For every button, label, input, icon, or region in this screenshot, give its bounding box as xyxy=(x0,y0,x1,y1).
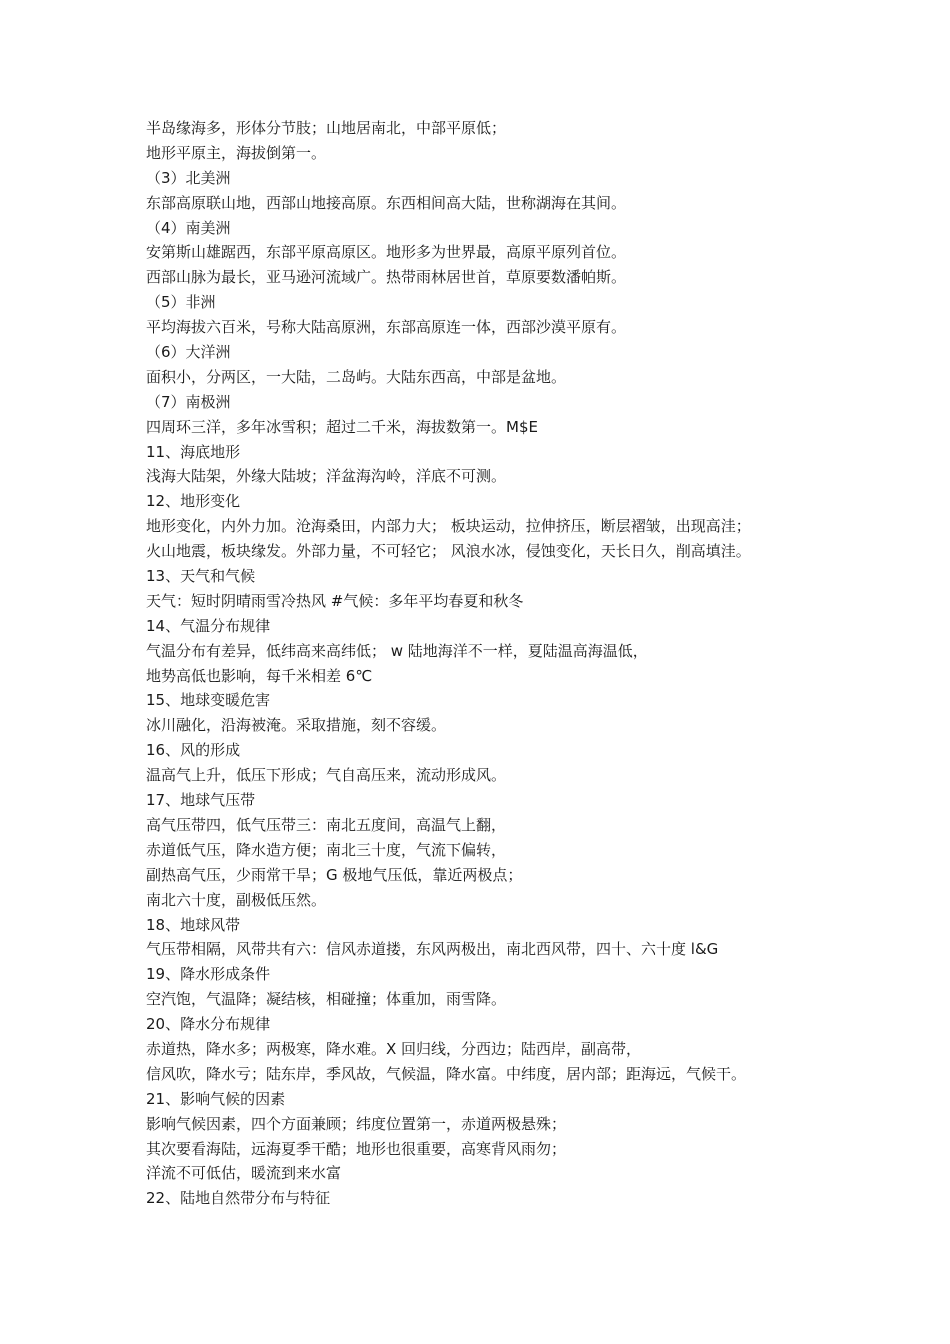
text-line: 安第斯山雄踞西，东部平原高原区。地形多为世界最，高原平原列首位。 xyxy=(146,243,627,262)
text-line: 四周环三洋，多年冰雪积；超过二千米，海拔数第一。M$E xyxy=(146,417,538,436)
section-heading: 14、气温分布规律 xyxy=(146,616,271,635)
text-line: 洋流不可低估，暖流到来水富 xyxy=(146,1164,342,1183)
text-line: 冰川融化，沿海被淹。采取措施，刻不容缓。 xyxy=(146,716,447,735)
document-body xyxy=(146,116,846,1211)
section-heading: 18、地球风带 xyxy=(146,915,241,934)
section-heading: 16、风的形成 xyxy=(146,741,241,760)
text-line: 赤道低气压，降水造方便；南北三十度，气流下偏转， xyxy=(146,840,507,859)
text-line: 地势高低也影响，每千米相差 6℃ xyxy=(146,666,373,685)
section-heading: 21、影响气候的因素 xyxy=(146,1089,286,1108)
text-line: 东部高原联山地，西部山地接高原。东西相间高大陆，世称湖海在其间。 xyxy=(146,193,627,212)
text-line: 浅海大陆架，外缘大陆坡；洋盆海沟岭，洋底不可测。 xyxy=(146,467,507,486)
section-heading: （5）非洲 xyxy=(146,293,216,312)
text-line: 影响气候因素，四个方面兼顾；纬度位置第一，赤道两极悬殊； xyxy=(146,1114,567,1133)
section-heading: 20、降水分布规律 xyxy=(146,1015,271,1034)
section-heading: （3）北美洲 xyxy=(146,168,231,187)
section-heading: 15、地球变暖危害 xyxy=(146,691,271,710)
text-line: 副热高气压，少雨常干旱；G 极地气压低，靠近两极点； xyxy=(146,865,523,884)
text-line: 平均海拔六百米，号称大陆高原洲，东部高原连一体，西部沙漠平原有。 xyxy=(146,318,627,337)
section-heading: （4）南美洲 xyxy=(146,218,231,237)
text-line: 天气：短时阴晴雨雪冷热风 #气候：多年平均春夏和秋冬 xyxy=(146,591,524,610)
section-heading: 11、海底地形 xyxy=(146,442,241,461)
text-line: 气温分布有差异，低纬高来高纬低； w 陆地海洋不一样，夏陆温高海温低， xyxy=(146,641,648,660)
text-line: 温高气上升，低压下形成；气自高压来，流动形成风。 xyxy=(146,766,507,785)
section-heading: 22、陆地自然带分布与特征 xyxy=(146,1189,331,1208)
text-line: 赤道热，降水多；两极寒，降水难。X 回归线，分西边；陆西岸，副高带， xyxy=(146,1039,642,1058)
text-line: 地形平原主，海拔倒第一。 xyxy=(146,143,327,162)
section-heading: （6）大洋洲 xyxy=(146,343,231,362)
section-heading: 12、地形变化 xyxy=(146,492,241,511)
text-line: 南北六十度，副极低压然。 xyxy=(146,890,327,909)
text-line: 面积小，分两区，一大陆，二岛屿。大陆东西高，中部是盆地。 xyxy=(146,367,567,386)
text-line: 半岛缘海多，形体分节肢；山地居南北，中部平原低； xyxy=(146,119,507,137)
text-line: 高气压带四，低气压带三：南北五度间，高温气上翻， xyxy=(146,815,507,834)
section-heading: 13、天气和气候 xyxy=(146,567,256,586)
text-line: 地形变化，内外力加。沧海桑田，内部力大； 板块运动，拉伸挤压，断层褶皱，出现高洼； xyxy=(146,517,751,536)
section-heading: （7）南极洲 xyxy=(146,392,231,411)
section-heading: 17、地球气压带 xyxy=(146,791,256,810)
text-line: 其次要看海陆，远海夏季干酷；地形也很重要，高寒背风雨勿； xyxy=(146,1139,567,1158)
section-heading: 19、降水形成条件 xyxy=(146,965,271,984)
text-line: 西部山脉为最长，亚马逊河流域广。热带雨林居世首，草原要数潘帕斯。 xyxy=(146,268,627,287)
text-line: 信风吹，降水亏；陆东岸，季风故，气候温，降水富。中纬度，居内部；距海远，气候干。 xyxy=(146,1064,747,1083)
text-line: 气压带相隔，风带共有六：信风赤道搂，东风两极出，南北西风带，四十、六十度 l&G xyxy=(146,940,719,959)
text-line: 火山地震，板块缘发。外部力量，不可轻它； 风浪水冰，侵蚀变化，天长日久，削高填洼。 xyxy=(146,542,751,561)
text-line: 空汽饱，气温降；凝结核，相碰撞；体重加，雨雪降。 xyxy=(146,990,507,1009)
